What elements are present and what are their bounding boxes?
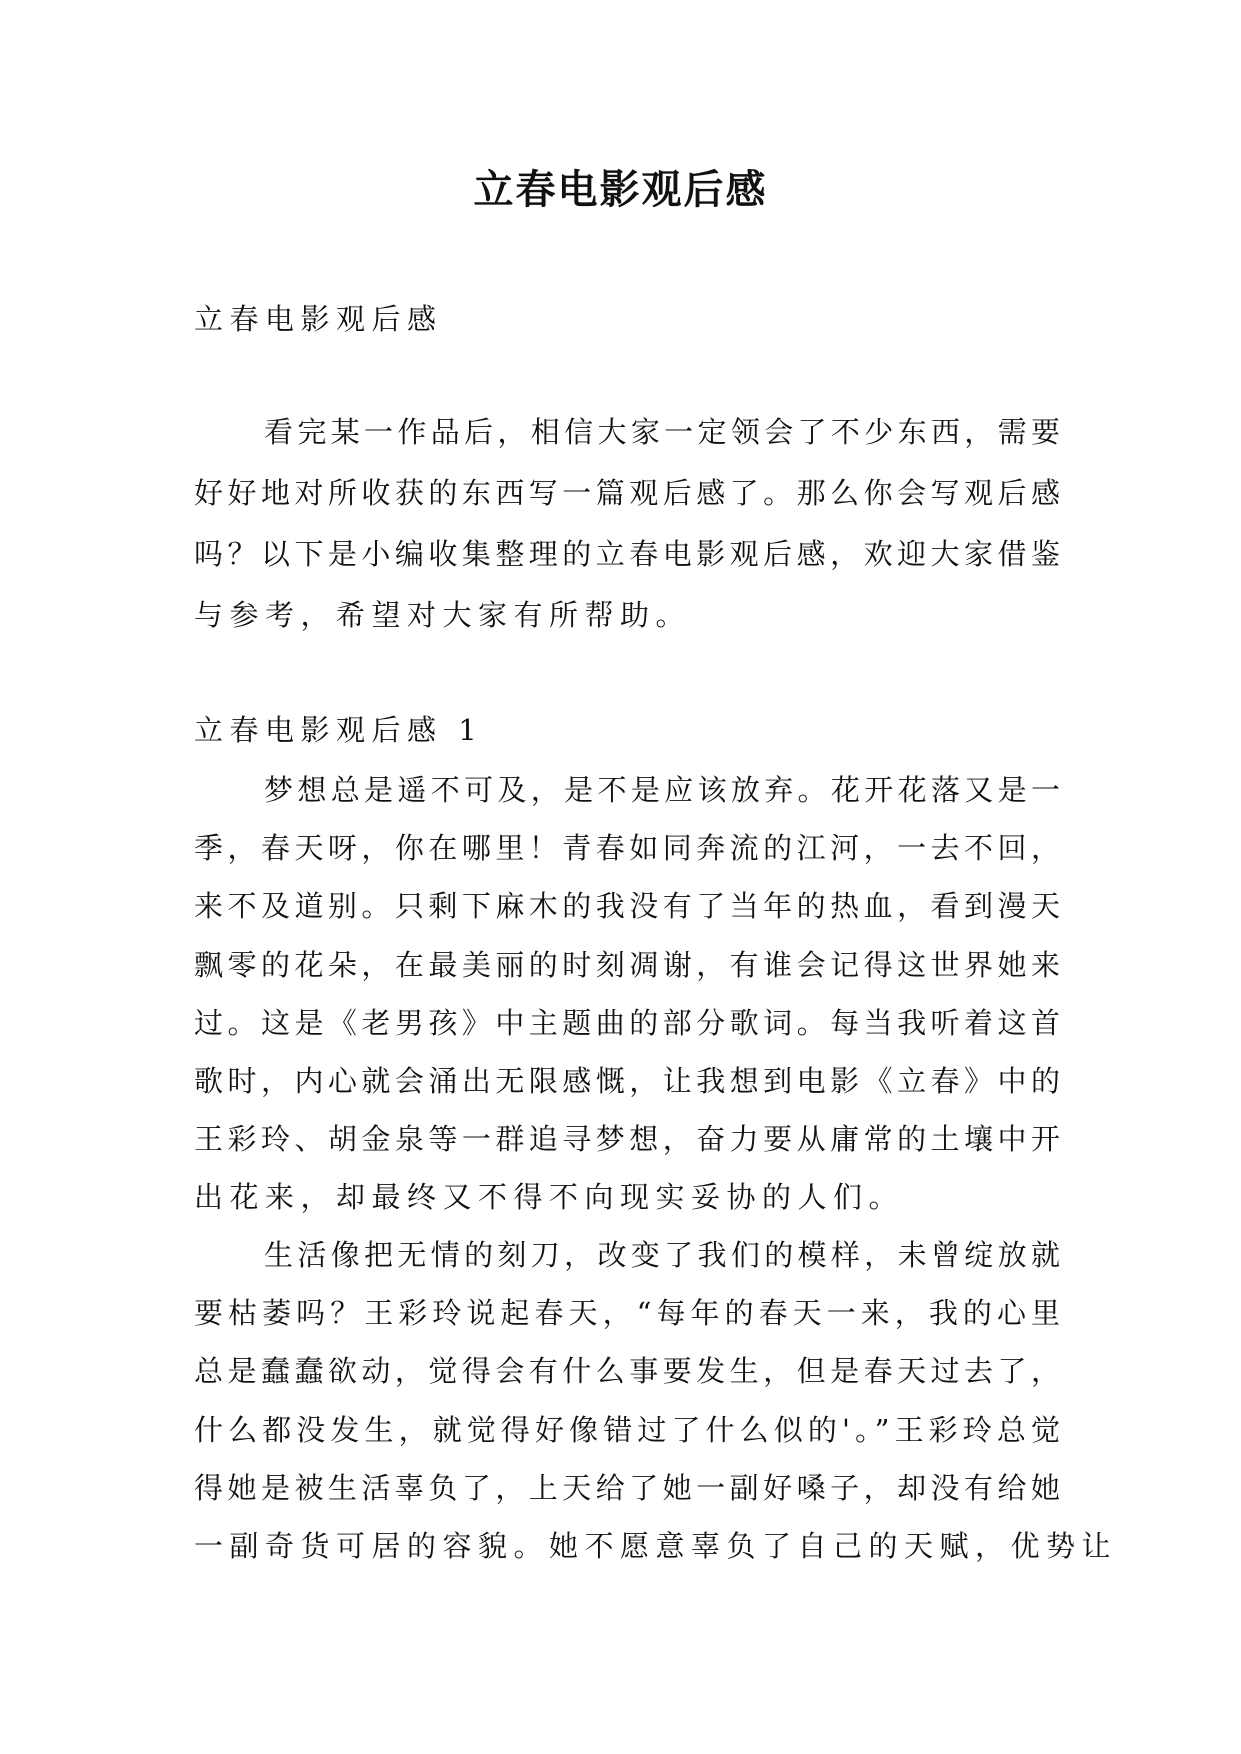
intro-paragraph-line: 看完某一作品后，相信大家一定领会了不少东西，需要	[264, 415, 1060, 449]
section-heading: 立春电影观后感 1	[194, 713, 484, 747]
paragraph-line: 什么都没发生，就觉得好像错过了什么似的'。”王彩玲总觉	[194, 1412, 1060, 1447]
paragraph-line: 来不及道别。只剩下麻木的我没有了当年的热血，看到漫天	[194, 889, 1060, 924]
document-subtitle: 立春电影观后感	[194, 302, 443, 336]
paragraph-line: 总是蠢蠢欲动，觉得会有什么事要发生，但是春天过去了，	[194, 1354, 1060, 1389]
paragraph-line: 飘零的花朵，在最美丽的时刻凋谢，有谁会记得这世界她来	[194, 947, 1060, 982]
paragraph-line: 季，春天呀，你在哪里！青春如同奔流的江河，一去不回，	[194, 831, 1060, 866]
paragraph-line: 歌时，内心就会涌出无限感慨，让我想到电影《立春》中的	[194, 1064, 1060, 1098]
intro-paragraph-line: 好好地对所收获的东西写一篇观后感了。那么你会写观后感	[194, 476, 1060, 510]
document-title: 立春电影观后感	[473, 166, 768, 213]
intro-paragraph-line: 与参考，希望对大家有所帮助。	[194, 598, 692, 632]
paragraph-line: 王彩玲、胡金泉等一群追寻梦想，奋力要从庸常的土壤中开	[194, 1122, 1060, 1157]
paragraph-line: 一副奇货可居的容貌。她不愿意辜负了自己的天赋，优势让	[194, 1529, 1118, 1563]
paragraph-line: 得她是被生活辜负了，上天给了她一副好嗓子，却没有给她	[194, 1470, 1060, 1505]
paragraph-line: 出花来，却最终又不得不向现实妥协的人们。	[194, 1180, 905, 1215]
paragraph-line: 要枯萎吗？王彩玲说起春天，“每年的春天一来，我的心里	[194, 1296, 1060, 1331]
paragraph-line: 过。这是《老男孩》中主题曲的部分歌词。每当我听着这首	[194, 1005, 1060, 1040]
paragraph-line: 生活像把无情的刻刀，改变了我们的模样，未曾绽放就	[264, 1238, 1060, 1272]
intro-paragraph-line: 吗？以下是小编收集整理的立春电影观后感，欢迎大家借鉴	[194, 537, 1060, 571]
paragraph-line: 梦想总是遥不可及，是不是应该放弃。花开花落又是一	[264, 773, 1060, 807]
